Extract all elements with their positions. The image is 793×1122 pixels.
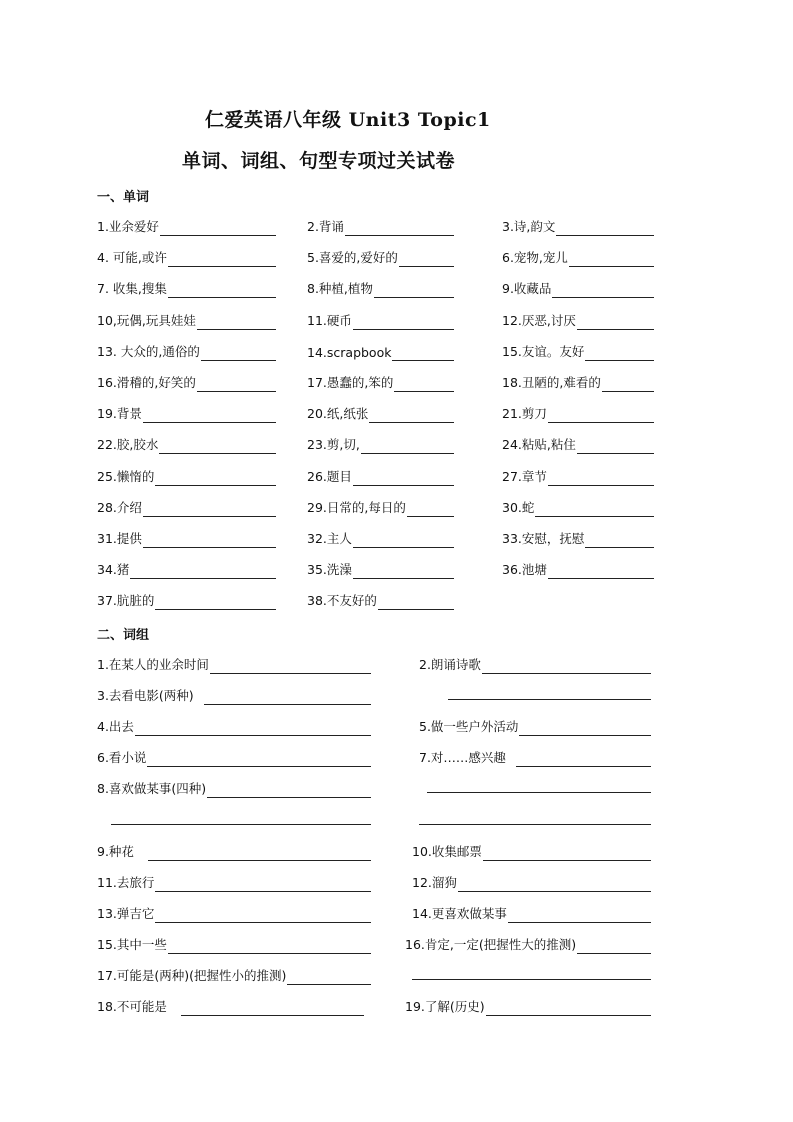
word-label: 36.池塘 (502, 562, 547, 577)
word-item (502, 528, 654, 548)
answer-blank[interactable] (577, 315, 654, 330)
answer-blank[interactable] (287, 970, 371, 985)
answer-blank[interactable] (508, 908, 651, 923)
word-item (307, 341, 454, 361)
word-item (502, 372, 654, 392)
word-label: 10,玩偶,玩具娃娃 (97, 313, 196, 328)
answer-blank[interactable] (482, 659, 651, 674)
phrase-label: 16.肯定,一定(把握性大的推测) (405, 937, 577, 952)
page-title: 仁爱英语八年级 Unit3 Topic1 (205, 109, 491, 131)
word-item (97, 590, 276, 610)
word-item (307, 466, 454, 486)
word-item (307, 559, 454, 579)
word-item (502, 434, 654, 454)
phrase-label: 3.去看电影(两种) (97, 688, 194, 703)
answer-blank[interactable] (160, 221, 276, 236)
section-heading-words: 一、单词 (97, 190, 150, 205)
phrase-label: 18.不可能是 (97, 999, 167, 1014)
answer-blank[interactable] (147, 752, 371, 767)
answer-blank[interactable] (535, 502, 654, 517)
word-item (97, 528, 276, 548)
answer-blank[interactable] (159, 439, 276, 454)
word-item (97, 372, 276, 392)
answer-blank[interactable] (369, 408, 454, 423)
answer-blank[interactable] (378, 595, 454, 610)
word-item (502, 216, 654, 236)
answer-blank[interactable] (458, 877, 651, 892)
word-label: 37.肮脏的 (97, 593, 155, 608)
answer-blank[interactable] (353, 533, 454, 548)
answer-blank-extra[interactable] (448, 699, 651, 700)
phrase-label: 14.更喜欢做某事 (412, 906, 507, 921)
word-label: 22.胶,胶水 (97, 437, 159, 452)
answer-blank[interactable] (143, 502, 276, 517)
word-label: 8.种植,植物 (307, 281, 373, 296)
answer-blank[interactable] (197, 315, 276, 330)
phrase-item (97, 965, 371, 985)
answer-blank[interactable] (143, 408, 276, 423)
phrase-item (419, 654, 651, 674)
word-label: 11.硬币 (307, 313, 352, 328)
word-item (307, 528, 454, 548)
answer-blank[interactable] (374, 283, 454, 298)
word-label: 33.安慰，抚慰 (502, 531, 585, 546)
answer-blank[interactable] (519, 721, 651, 736)
phrase-item (412, 872, 651, 892)
word-item (307, 590, 454, 610)
word-item (97, 497, 276, 517)
word-label: 30.蛇 (502, 500, 535, 515)
answer-blank[interactable] (168, 939, 371, 954)
phrase-label: 5.做一些户外活动 (419, 719, 519, 734)
phrase-item (97, 716, 371, 736)
answer-blank[interactable] (135, 721, 371, 736)
answer-blank[interactable] (353, 564, 454, 579)
phrase-label: 2.朗诵诗歌 (419, 657, 481, 672)
word-label: 2.背诵 (307, 219, 344, 234)
word-item (97, 310, 276, 330)
word-item (307, 216, 454, 236)
phrase-item (97, 654, 371, 674)
word-item (307, 403, 454, 423)
answer-blank-extra[interactable] (419, 824, 651, 825)
word-item (97, 247, 276, 267)
answer-blank[interactable] (548, 408, 654, 423)
phrase-label: 12.溜狗 (412, 875, 457, 890)
answer-blank[interactable] (556, 221, 654, 236)
answer-blank[interactable] (345, 221, 454, 236)
word-label: 27.章节 (502, 469, 547, 484)
word-label: 14.scrapbook (307, 345, 392, 360)
phrase-label: 13.弹吉它 (97, 906, 155, 921)
word-label: 25.懒惰的 (97, 469, 155, 484)
word-item (97, 403, 276, 423)
answer-blank[interactable] (130, 564, 276, 579)
answer-blank[interactable] (201, 346, 276, 361)
word-label: 18.丑陋的,难看的 (502, 375, 601, 390)
answer-blank[interactable] (399, 252, 454, 267)
word-label: 12.厌恶,讨厌 (502, 313, 576, 328)
word-item (307, 310, 454, 330)
word-label: 21.剪刀 (502, 406, 547, 421)
phrase-label: 19.了解(历史) (405, 999, 485, 1014)
word-label: 29.日常的,每日的 (307, 500, 406, 515)
answer-blank[interactable] (207, 783, 371, 798)
answer-blank-extra[interactable] (111, 824, 371, 825)
word-item (502, 278, 654, 298)
answer-blank[interactable] (155, 877, 371, 892)
phrase-label: 8.喜欢做某事(四种) (97, 781, 207, 796)
answer-blank[interactable] (197, 377, 276, 392)
answer-blank[interactable] (602, 377, 654, 392)
word-label: 35.洗澡 (307, 562, 352, 577)
answer-blank[interactable] (392, 346, 454, 361)
word-item (97, 466, 276, 486)
word-label: 20.纸,纸张 (307, 406, 369, 421)
word-item (97, 341, 276, 361)
word-label: 38.不友好的 (307, 593, 377, 608)
answer-blank[interactable] (155, 595, 276, 610)
phrase-label: 15.其中一些 (97, 937, 167, 952)
phrase-item (419, 716, 651, 736)
word-item (502, 497, 654, 517)
answer-blank[interactable] (407, 502, 454, 517)
phrase-label: 11.去旅行 (97, 875, 155, 890)
answer-blank[interactable] (394, 377, 454, 392)
answer-blank[interactable] (585, 533, 654, 548)
word-item (502, 466, 654, 486)
word-label: 1.业余爱好 (97, 219, 159, 234)
word-item (502, 341, 654, 361)
answer-blank-extra[interactable] (412, 979, 651, 980)
phrase-label: 1.在某人的业余时间 (97, 657, 209, 672)
word-item (97, 434, 276, 454)
phrase-item (97, 934, 371, 954)
answer-blank[interactable] (168, 252, 276, 267)
phrase-item (97, 685, 371, 705)
word-item (502, 403, 654, 423)
phrase-item (97, 747, 371, 767)
answer-blank[interactable] (577, 939, 651, 954)
word-item (502, 310, 654, 330)
answer-blank[interactable] (155, 908, 371, 923)
phrase-item (405, 934, 651, 954)
word-label: 17.愚蠢的,笨的 (307, 375, 394, 390)
answer-blank[interactable] (361, 439, 454, 454)
phrase-item (97, 903, 371, 923)
word-item (97, 278, 276, 298)
word-item (502, 247, 654, 267)
answer-blank[interactable] (486, 1001, 651, 1016)
answer-blank[interactable] (168, 283, 276, 298)
word-label: 26.题目 (307, 469, 352, 484)
word-label: 5.喜爱的,爱好的 (307, 250, 398, 265)
phrase-item (97, 778, 371, 798)
phrase-item (412, 903, 651, 923)
word-label: 32.主人 (307, 531, 352, 546)
answer-blank[interactable] (585, 346, 654, 361)
word-label: 31.提供 (97, 531, 142, 546)
phrase-label: 9.种花 (97, 844, 134, 859)
word-item (97, 216, 276, 236)
phrase-label: 7.对……感兴趣 (419, 750, 506, 765)
word-label: 15.友谊。友好 (502, 344, 585, 359)
answer-blank[interactable] (143, 533, 276, 548)
answer-blank[interactable] (516, 752, 651, 767)
answer-blank-extra[interactable] (427, 792, 651, 793)
word-label: 28.介绍 (97, 500, 142, 515)
answer-blank[interactable] (181, 1001, 364, 1016)
word-label: 13. 大众的,通俗的 (97, 344, 200, 359)
phrase-item (97, 841, 371, 861)
answer-blank[interactable] (569, 252, 654, 267)
word-label: 9.收藏品 (502, 281, 552, 296)
word-label: 19.背景 (97, 406, 142, 421)
answer-blank[interactable] (577, 439, 654, 454)
phrase-label: 17.可能是(两种)(把握性小的推测) (97, 968, 287, 983)
answer-blank[interactable] (353, 471, 454, 486)
answer-blank[interactable] (204, 690, 371, 705)
word-label: 3.诗,韵文 (502, 219, 556, 234)
word-label: 6.宠物,宠儿 (502, 250, 568, 265)
answer-blank[interactable] (548, 471, 654, 486)
answer-blank[interactable] (210, 659, 371, 674)
word-item (307, 434, 454, 454)
answer-blank[interactable] (353, 315, 454, 330)
phrase-item (97, 996, 364, 1016)
answer-blank[interactable] (552, 283, 654, 298)
section-heading-phrases: 二、词组 (97, 628, 150, 643)
word-label: 4. 可能,或许 (97, 250, 167, 265)
phrase-item (419, 747, 651, 767)
phrase-item (412, 841, 651, 861)
phrase-label: 6.看小说 (97, 750, 147, 765)
phrase-item (97, 872, 371, 892)
answer-blank[interactable] (155, 471, 276, 486)
word-label: 7. 收集,搜集 (97, 281, 167, 296)
word-item (307, 278, 454, 298)
phrase-label: 10.收集邮票 (412, 844, 482, 859)
word-label: 16.滑稽的,好笑的 (97, 375, 196, 390)
answer-blank[interactable] (483, 846, 651, 861)
phrase-label: 4.出去 (97, 719, 134, 734)
word-label: 23.剪,切, (307, 437, 360, 452)
answer-blank[interactable] (548, 564, 654, 579)
word-label: 24.粘贴,粘住 (502, 437, 576, 452)
word-item (502, 559, 654, 579)
page-subtitle: 单词、词组、句型专项过关试卷 (182, 150, 456, 172)
word-item (307, 372, 454, 392)
word-item (97, 559, 276, 579)
answer-blank[interactable] (148, 846, 371, 861)
word-item (307, 247, 454, 267)
phrase-item (405, 996, 651, 1016)
word-label: 34.猪 (97, 562, 130, 577)
word-item (307, 497, 454, 517)
